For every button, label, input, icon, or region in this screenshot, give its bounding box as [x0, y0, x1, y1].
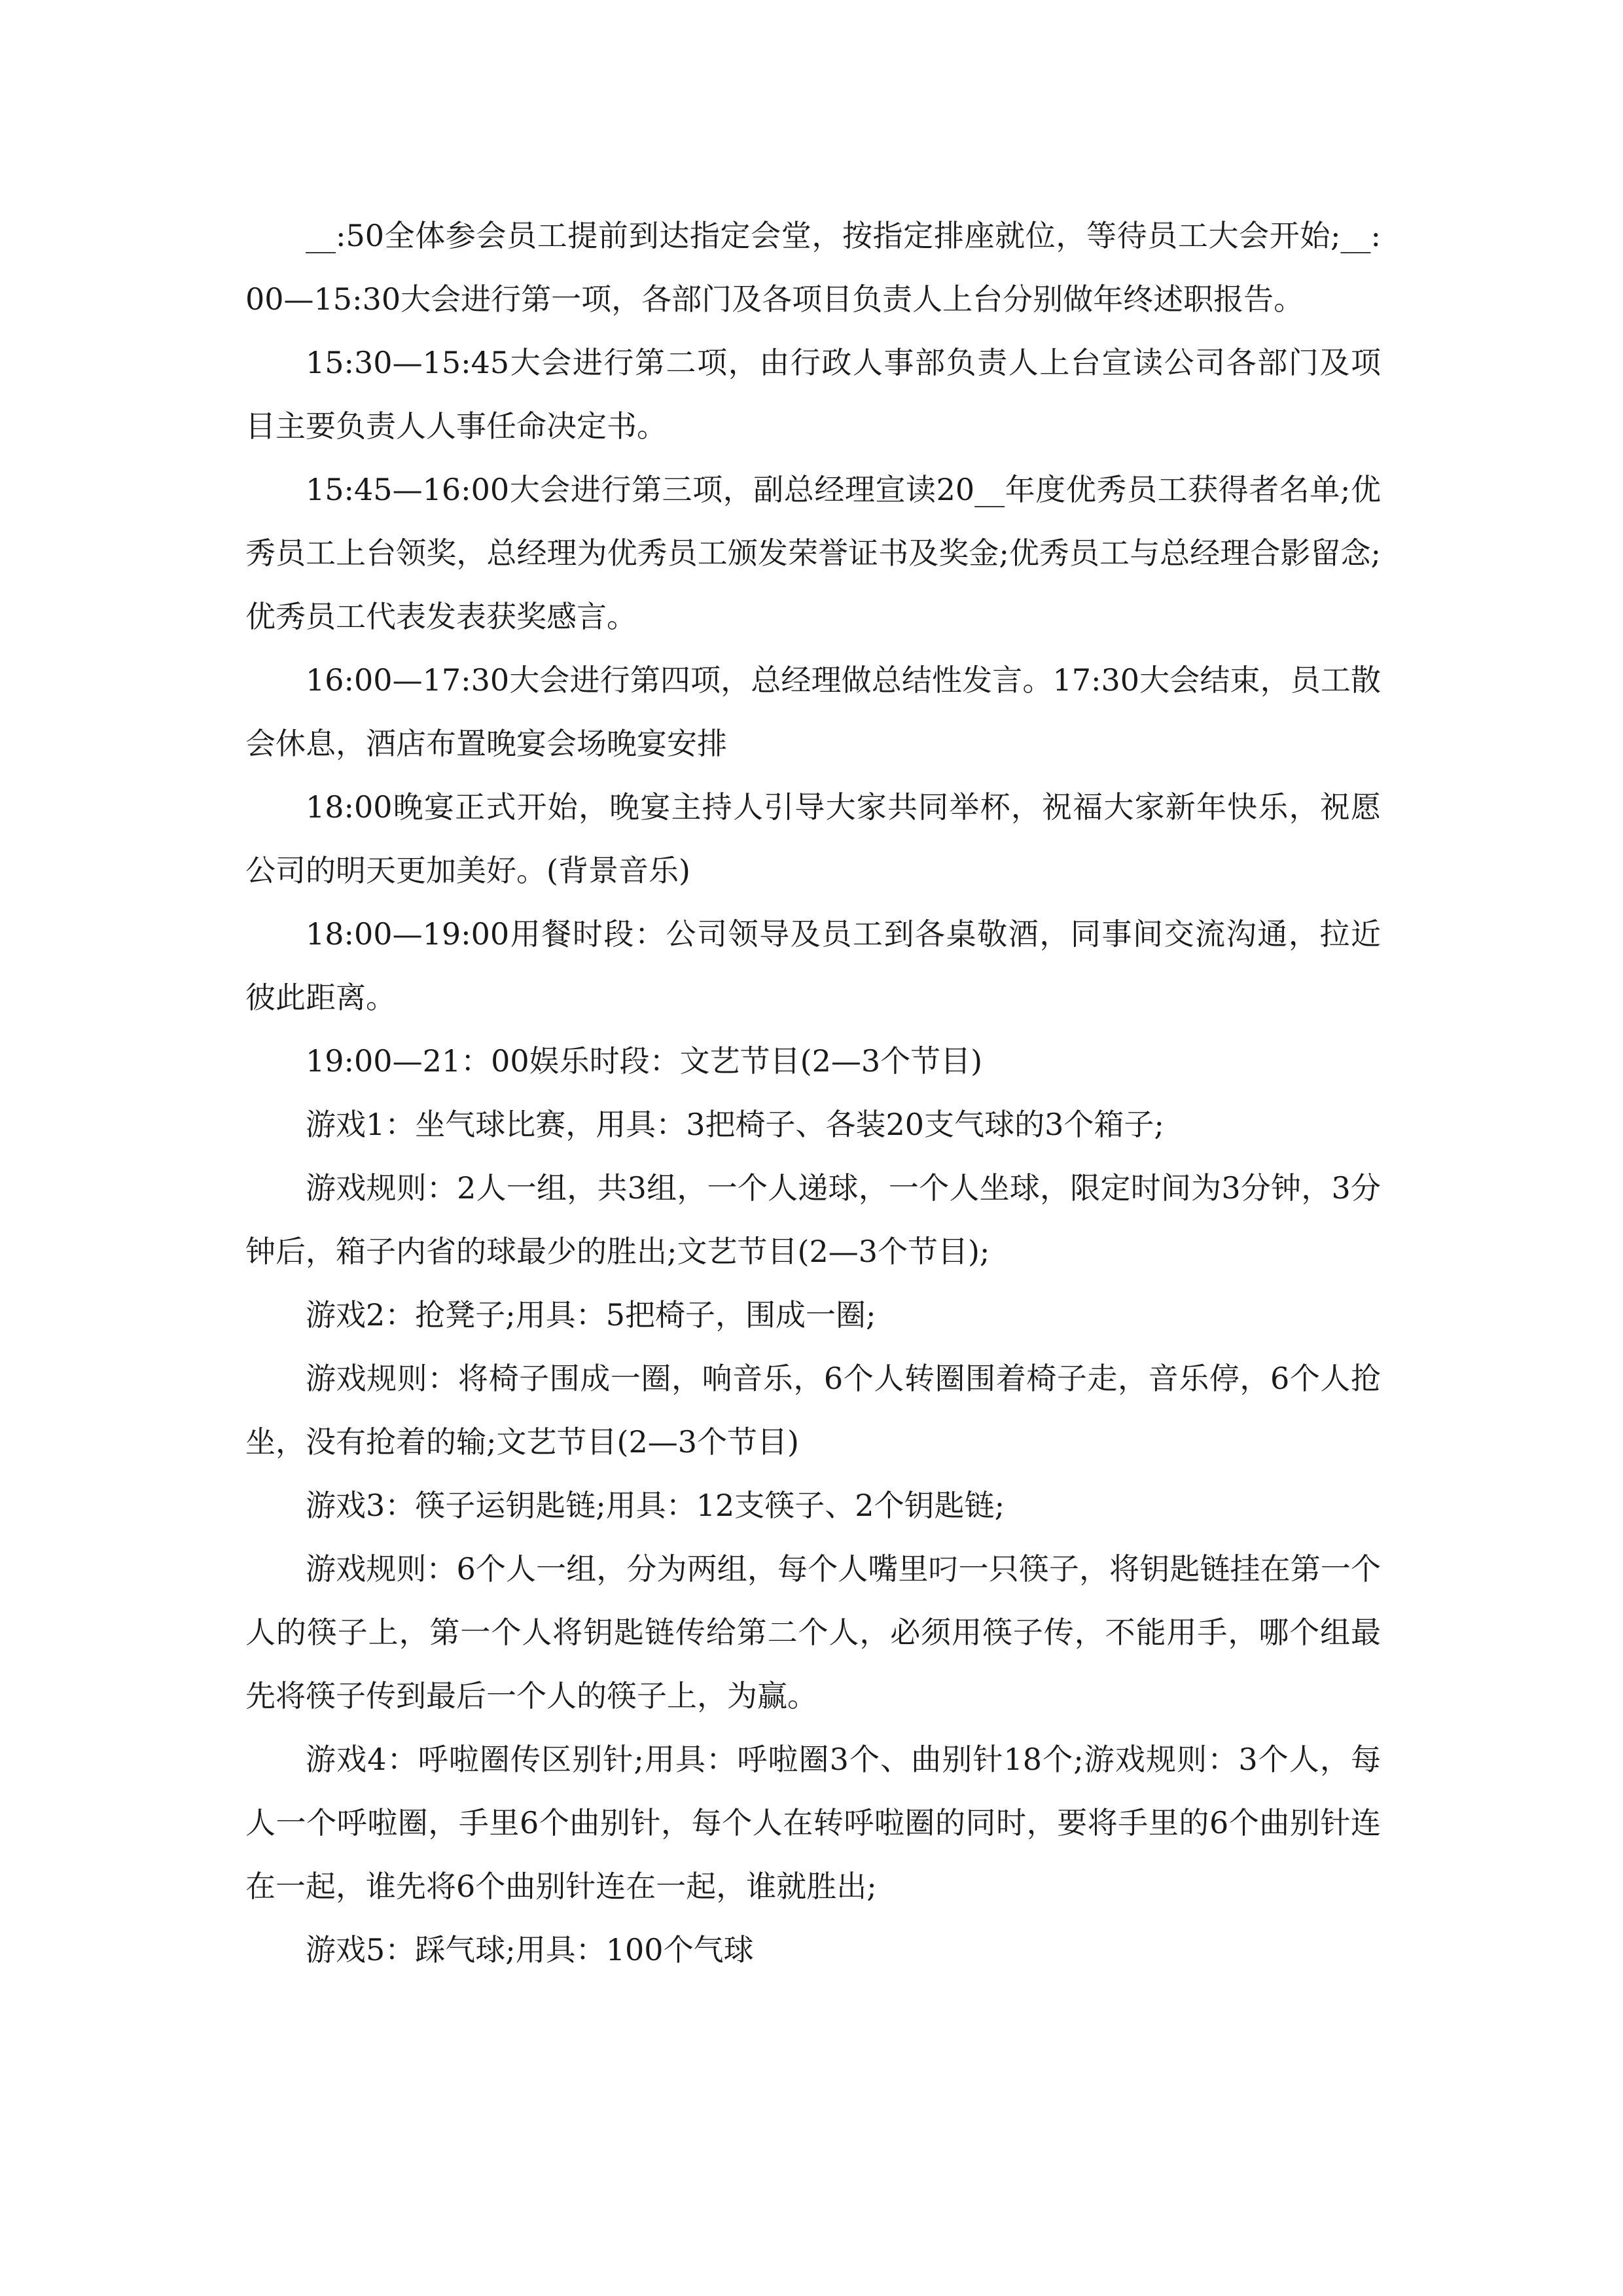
paragraph-item-two: 15:30—15:45大会进行第二项，由行政人事部负责人上台宣读公司各部门及项目主要负责人人事任命决定书。 [245, 345, 1381, 444]
paragraph-game-1: 游戏1：坐气球比赛，用具：3把椅子、各装20支气球的3个箱子; [306, 1107, 1164, 1142]
paragraph-game-3: 游戏3：筷子运钥匙链;用具：12支筷子、2个钥匙链; [306, 1488, 1005, 1523]
paragraph-dining: 18:00—19:00用餐时段：公司领导及员工到各桌敬酒，同事间交流沟通，拉近彼此距离。 [245, 916, 1381, 1015]
paragraph-game-1-rules: 游戏规则：2人一组，共3组，一个人递球，一个人坐球，限定时间为3分钟，3分钟后，箱子内省的球最少的胜出;文艺节目(2—3个节目); [245, 1170, 1381, 1269]
paragraph-meeting-start: __:50全体参会员工提前到达指定会堂，按指定排座就位，等待员工大会开始;__:00—15:30大会进行第一项，各部门及各项目负责人上台分别做年终述职报告。 [245, 218, 1381, 317]
paragraph-game-3-rules: 游戏规则：6个人一组，分为两组，每个人嘴里叼一只筷子，将钥匙链挂在第一个人的筷子上，第一个人将钥匙链传给第二个人，必须用筷子传，不能用手，哪个组最先将筷子传到最后一个人的筷子上，为赢。 [245, 1551, 1381, 1713]
document-body [245, 204, 1381, 1982]
paragraph-game-4: 游戏4：呼啦圈传区别针;用具：呼啦圈3个、曲别针18个;游戏规则：3个人，每人一个呼啦圈，手里6个曲别针，每个人在转呼啦圈的同时，要将手里的6个曲别针连在一起，谁先将6个曲别针连在一起，谁就胜出; [245, 1742, 1381, 1904]
paragraph-game-2-rules: 游戏规则：将椅子围成一圈，响音乐，6个人转圈围着椅子走，音乐停，6个人抢坐，没有抢着的输;文艺节目(2—3个节目) [245, 1361, 1381, 1460]
paragraph-game-5: 游戏5：踩气球;用具：100个气球 [306, 1932, 754, 1967]
paragraph-game-2: 游戏2：抢凳子;用具：5把椅子，围成一圈; [306, 1297, 876, 1333]
paragraph-item-three: 15:45—16:00大会进行第三项，副总经理宣读20__年度优秀员工获得者名单;优秀员工上台领奖，总经理为优秀员工颁发荣誉证书及奖金;优秀员工与总经理合影留念;优秀员工代表发表获奖感言。 [245, 472, 1381, 634]
paragraph-banquet-start: 18:00晚宴正式开始，晚宴主持人引导大家共同举杯，祝福大家新年快乐，祝愿公司的明天更加美好。(背景音乐) [245, 789, 1381, 888]
paragraph-entertainment: 19:00—21：00娱乐时段：文艺节目(2—3个节目) [306, 1043, 983, 1079]
paragraph-item-four: 16:00—17:30大会进行第四项，总经理做总结性发言。17:30大会结束，员工散会休息，酒店布置晚宴会场晚宴安排 [245, 662, 1381, 761]
